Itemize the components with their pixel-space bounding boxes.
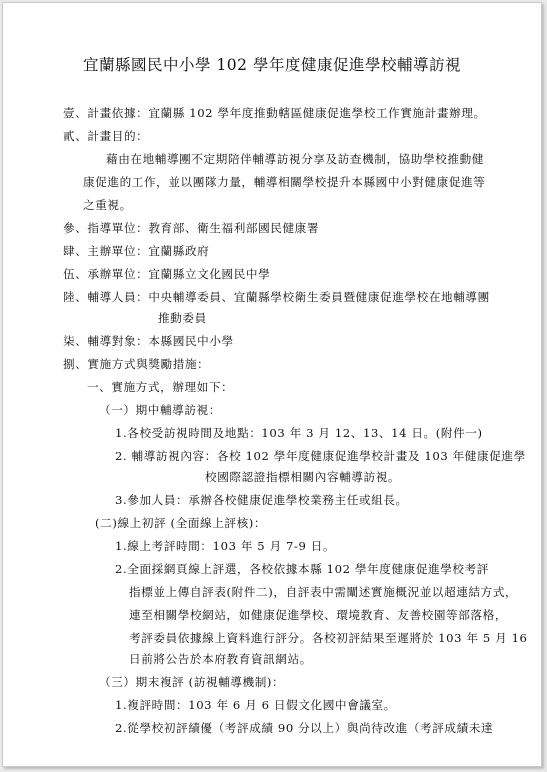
online-item-2: 2.全面採網頁線上評選，各校依據本縣 102 學年度健康促進學校考評 xyxy=(115,562,489,576)
midterm-item-2: 2. 輔導訪視內容：各校 102 學年度健康促進學校計畫及 103 年健康促進學 xyxy=(115,449,526,463)
section-implementation: 捌、實施方式與獎勵措施： xyxy=(63,357,210,371)
online-review-heading: (二)線上初評 (全面線上評核)： xyxy=(95,516,267,530)
section-counselors: 陸、輔導人員：中央輔導委員、宜蘭縣學校衛生委員暨健康促進學校在地輔導團 xyxy=(63,290,490,304)
online-item-2-cont-3: 考評委員依據線上資料進行評分。各校初評結果至遲將於 103 年 5 月 16 xyxy=(129,631,528,645)
online-item-2-cont-4: 日前將公告於本府教育資訊網站。 xyxy=(129,652,312,666)
document-page xyxy=(2,2,542,767)
final-item-1: 1.複評時間：103 年 6 月 6 日假文化國中會議室。 xyxy=(115,698,396,712)
online-item-1: 1.線上考評時間：103 年 5 月 7-9 日。 xyxy=(115,539,336,553)
section-supervising-unit: 參、指導單位：教育部、衛生福利部國民健康署 xyxy=(63,221,320,235)
midterm-item-3: 3.參加人員：承辦各校健康促進學校業務主任或組長。 xyxy=(115,493,408,507)
section-organizer: 肆、主辦單位：宜蘭縣政府 xyxy=(63,244,210,258)
midterm-item-1: 1.各校受訪視時間及地點：103 年 3 月 12、13、14 日。(附件一) xyxy=(115,426,483,440)
document-title: 宜蘭縣國民中小學 102 學年度健康促進學校輔導訪視 xyxy=(83,56,461,74)
online-item-2-cont-1: 指標並上傳自評表(附件二)，自評表中需闡述實施概況並以超連結方式， xyxy=(129,585,518,599)
final-item-2: 2.從學校初評績優（考評成績 90 分以上）與尚待改進（考評成績未達 xyxy=(115,721,494,735)
purpose-line-3: 之重視。 xyxy=(83,198,132,212)
section-executing-unit: 伍、承辦單位：宜蘭縣立文化國民中學 xyxy=(63,267,271,281)
online-item-2-cont-2: 連至相關學校網站，如健康促進學校、環境教育、友善校園等部落格， xyxy=(129,608,508,622)
counselors-line-2: 推動委員 xyxy=(158,311,207,325)
final-review-heading: （三）期末複評 (訪視輔導機制)： xyxy=(99,675,285,689)
midterm-item-2-cont: 校國際認證指標相關內容輔導訪視。 xyxy=(205,470,401,484)
implementation-heading: 一、實施方式，辦理如下： xyxy=(87,380,234,394)
purpose-line-2: 康促進的工作，並以團隊力量，輔導相關學校提升本縣國中小對健康促進等 xyxy=(83,175,486,189)
section-basis: 壹、計畫依據：宜蘭縣 102 學年度推動轄區健康促進學校工作實施計畫辦理。 xyxy=(63,106,486,120)
section-purpose-heading: 貳、計畫目的： xyxy=(63,129,149,143)
purpose-line-1: 藉由在地輔導團不定期陪伴輔導訪視分享及訪查機制，協助學校推動健 xyxy=(106,152,485,166)
section-targets: 柒、輔導對象：本縣國民中小學 xyxy=(63,334,234,348)
midterm-visit-heading: （一）期中輔導訪視： xyxy=(99,403,221,417)
